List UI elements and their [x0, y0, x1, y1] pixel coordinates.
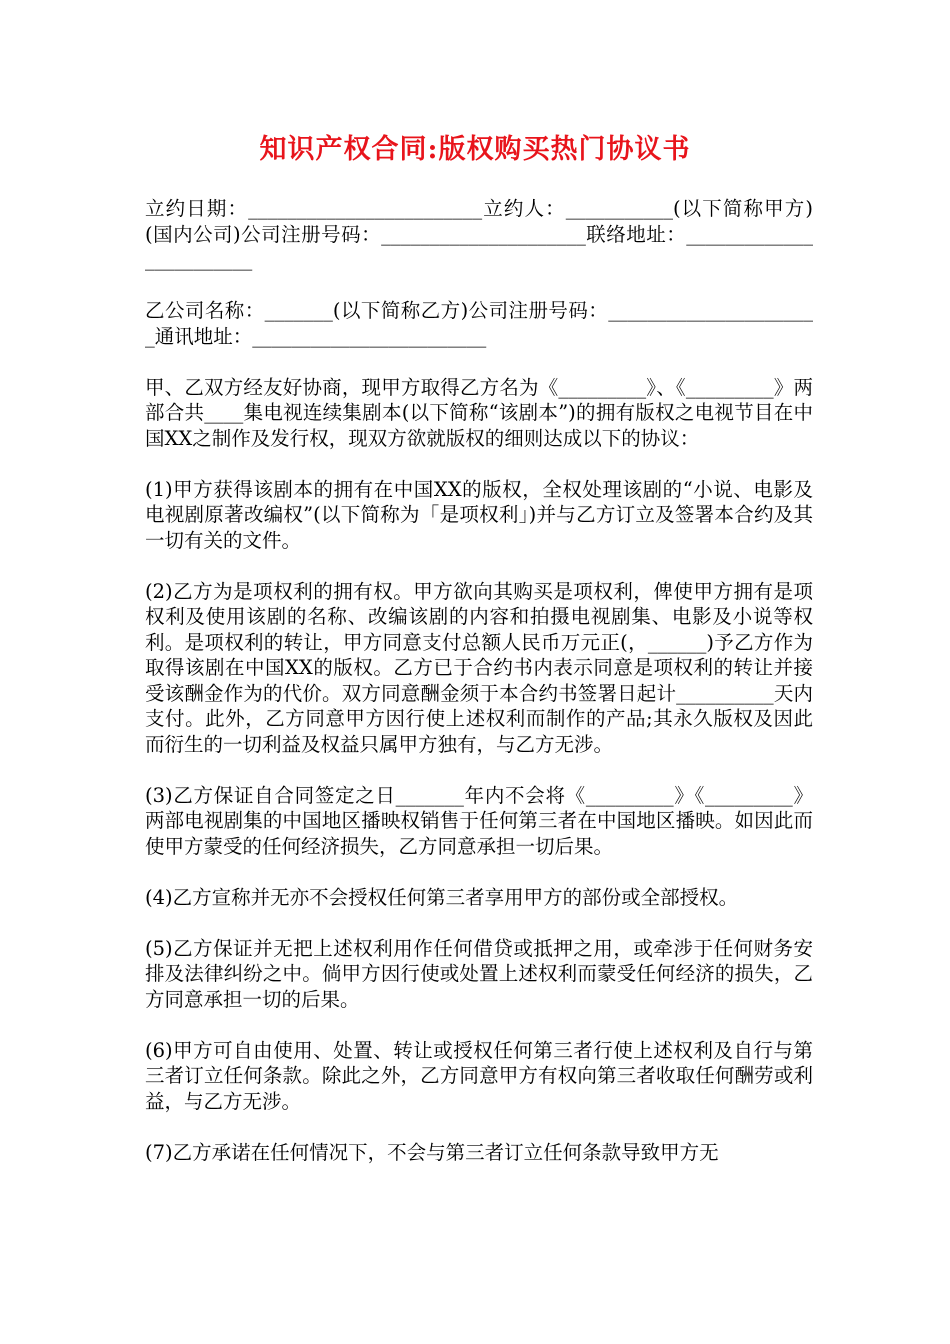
clause-2: (2)乙方为是项权利的拥有权。甲方欲向其购买是项权利，俾使甲方拥有是项权利及使用该剧的名称、改编该剧的内容和拍摄电视剧集、电影及小说等权利。是项权利的转让，甲方同意支付总额人民币万元正(，______)予乙方作为取得该剧在中国XX的版权。乙方已于合约书内表示同意是项权利的转让并接受该酬金作为的代价。双方同意酬金须于本合约书签署日起计__________天内支付。此外，乙方同意甲方因行使上述权利而制作的产品;其永久版权及因此而衍生的一切利益及权益只属甲方独有，与乙方无涉。 — [145, 579, 813, 756]
contract-header-party-b: 乙公司名称：_______(以下简称乙方)公司注册号码：______________________通讯地址：________________________ — [145, 299, 813, 348]
document-body — [145, 196, 813, 1191]
clause-4: (4)乙方宣称并无亦不会授权任何第三者享用甲方的部份或全部授权。 — [145, 885, 739, 909]
contract-preamble: 甲、乙双方经友好协商，现甲方取得乙方名为《_________》、《_________》两部合共____集电视连续集剧本(以下简称“该剧本”)的拥有版权之电视节目在中国XX之制作及发行权，现双方欲就版权的细则达成以下的协议： — [145, 375, 813, 450]
clause-3: (3)乙方保证自合同签定之日_______年内不会将《_________》《_________》两部电视剧集的中国地区播映权销售于任何第三者在中国地区播映。如因此而使甲方蒙受的任何经济损失，乙方同意承担一切后果。 — [145, 783, 813, 858]
clause-7: (7)乙方承诺在任何情况下，不会与第三者订立任何条款导致甲方无 — [145, 1140, 719, 1164]
contract-header-party-a: 立约日期：________________________立约人：___________(以下简称甲方)(国内公司)公司注册号码：_____________________联络地址：________________________ — [145, 197, 813, 271]
clause-1: (1)甲方获得该剧本的拥有在中国XX的版权，全权处理该剧的“小说、电影及电视剧原著改编权”(以下简称为「是项权利」)并与乙方订立及签署本合约及其一切有关的文件。 — [145, 477, 813, 552]
clause-6: (6)甲方可自由使用、处置、转让或授权任何第三者行使上述权利及自行与第三者订立任何条款。除此之外，乙方同意甲方有权向第三者收取任何酬劳或利益，与乙方无涉。 — [145, 1038, 813, 1113]
document-title: 知识产权合同:版权购买热门协议书 — [259, 134, 691, 165]
clause-5: (5)乙方保证并无把上述权利用作任何借贷或抵押之用，或牵涉于任何财务安排及法律纠纷之中。倘甲方因行使或处置上述权利而蒙受任何经济的损失，乙方同意承担一切的后果。 — [145, 936, 813, 1011]
